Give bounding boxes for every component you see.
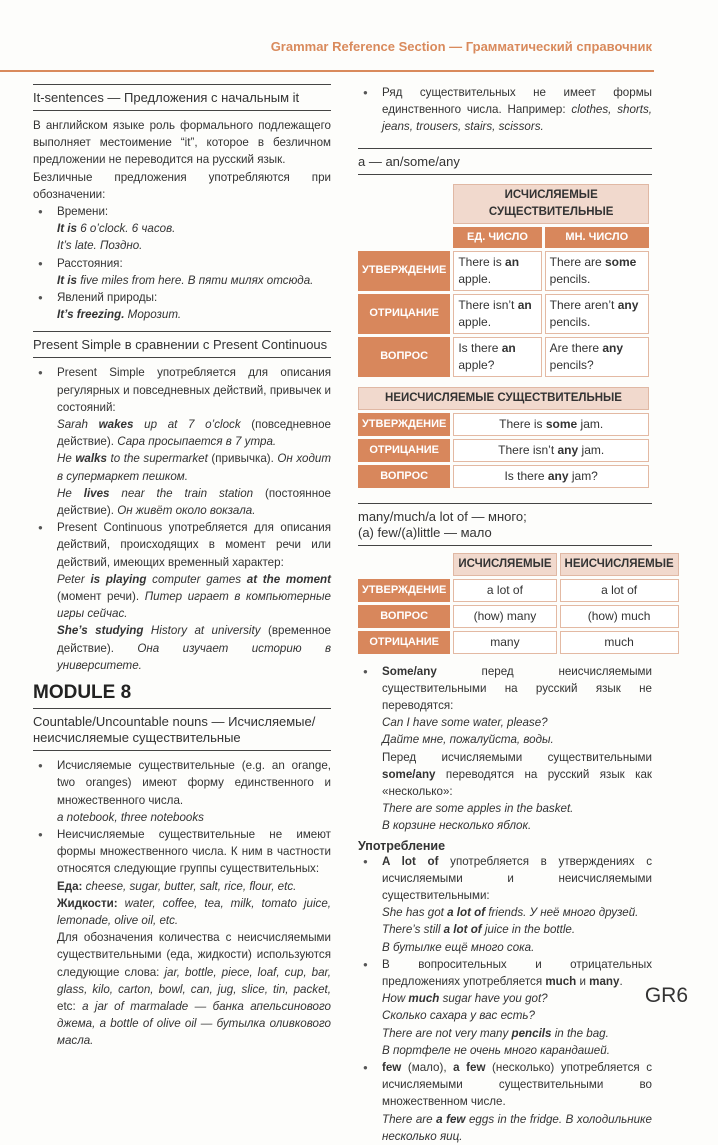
- text-run: some/any: [382, 767, 436, 781]
- text-run: Исчисляемые существительные (e.g. an orange, two oranges) имеют форму единственного и множественного числа.: [57, 759, 331, 807]
- text-run: В бутылке ещё много сока.: [382, 940, 535, 954]
- table-row: [358, 631, 679, 654]
- usage-list: [358, 853, 652, 1145]
- text-run: Peter: [57, 572, 91, 586]
- text-run: a notebook, three notebooks: [57, 810, 204, 824]
- header-rule: [0, 70, 654, 72]
- text-run: Ряд существительных не имеет формы единственного числа. Например:: [382, 86, 652, 117]
- table-row: [358, 251, 649, 291]
- row-label: УТВЕРЖДЕНИЕ: [358, 579, 450, 602]
- countable-list: [33, 757, 331, 1049]
- countable-cell: many: [453, 631, 556, 654]
- row-label: ВОПРОС: [358, 337, 450, 377]
- list-line: [382, 1007, 652, 1024]
- text-run: sugar have you got?: [439, 992, 548, 1006]
- text-run: friends. У неё много друзей.: [485, 906, 639, 920]
- text-run: It is: [57, 273, 77, 287]
- list-line: [382, 714, 652, 731]
- list-line: [57, 878, 331, 895]
- text-run: Сколько сахара у вас есть?: [382, 1009, 535, 1023]
- list-line: [382, 1042, 652, 1059]
- divider: [33, 750, 331, 751]
- text-run: few: [382, 1061, 402, 1075]
- list-line: [57, 485, 331, 519]
- text-run: Are there: [549, 340, 603, 355]
- text-run: и: [576, 975, 590, 989]
- list-item: [358, 663, 652, 835]
- text-run: She has got: [382, 906, 448, 920]
- list-item: [33, 255, 331, 289]
- divider: [358, 174, 652, 175]
- list-line: [57, 826, 331, 878]
- text-run: Present Simple употребляется для описания регулярных и повседневных действий, привычек и состояний:: [57, 366, 331, 414]
- list-line: [382, 853, 652, 905]
- text-run: in the bag.: [551, 1026, 609, 1040]
- list-line: [382, 749, 652, 801]
- table-row: [358, 294, 649, 334]
- row-label: ОТРИЦАНИЕ: [358, 294, 450, 334]
- table-row: [358, 439, 649, 462]
- list-line: [57, 255, 331, 272]
- text-run: There’s still: [382, 923, 444, 937]
- text-run: walks: [75, 452, 107, 466]
- divider: [358, 545, 652, 546]
- text-run: apple?: [458, 357, 495, 372]
- heading-line: (a) few/(a)little — мало: [358, 524, 492, 540]
- row-label: ОТРИЦАНИЕ: [358, 439, 450, 462]
- text-run: any: [557, 442, 579, 457]
- left-column: [33, 84, 331, 1050]
- text-run: lives: [83, 486, 110, 500]
- countable-cell: a lot of: [453, 579, 556, 602]
- running-header: Grammar Reference Section — Грамматический справочник: [270, 39, 652, 54]
- page-number: GR6: [644, 984, 688, 1007]
- row-label: ВОПРОС: [358, 605, 450, 628]
- text-run: В портфеле не очень много карандашей.: [382, 1043, 610, 1057]
- plural-cell: [545, 251, 649, 291]
- usage-heading: Употребление: [358, 838, 446, 853]
- table-row: [358, 465, 649, 488]
- text-run: Она изучает историю в университете.: [57, 641, 331, 672]
- list-line: [382, 1025, 652, 1042]
- text-run: some: [545, 416, 578, 431]
- row-label: УТВЕРЖДЕНИЕ: [358, 413, 450, 436]
- text-run: pencils?: [549, 357, 594, 372]
- text-run: There is: [499, 416, 546, 431]
- uncountable-table: [355, 384, 652, 491]
- list-line: [57, 895, 331, 929]
- text-run: .: [619, 975, 623, 989]
- table-row: [358, 413, 649, 436]
- list-line: [57, 809, 331, 826]
- text-run: juice in the bottle.: [481, 923, 576, 937]
- plural-only-list: [358, 84, 652, 136]
- text-run: (привычка).: [207, 452, 278, 466]
- text-run: Для обозначения количества с неисчисляемыми существительными (еда, жидкости) используются следующие слова:: [57, 931, 331, 979]
- list-line: [382, 817, 652, 834]
- list-line: [382, 731, 652, 748]
- divider: [33, 110, 331, 111]
- value-cell: [453, 439, 649, 462]
- text-run: It is: [57, 222, 77, 236]
- list-line: [382, 84, 652, 136]
- list-line: [57, 416, 331, 450]
- text-run: There are not very many: [382, 1026, 512, 1040]
- text-run: at the moment: [246, 572, 331, 586]
- text-run: It’s freezing.: [57, 308, 125, 322]
- section-heading-countable: Countable/Uncountable nouns — Исчисляемые/ неисчисляемые существительные: [33, 714, 316, 746]
- text-run: Жидкости:: [57, 896, 118, 910]
- column-header: ИСЧИСЛЯЕМЫЕ: [453, 553, 556, 576]
- list-line: [382, 956, 652, 990]
- text-run: etc:: [57, 999, 83, 1013]
- text-run: apple.: [458, 314, 492, 329]
- text-run: a jar of marmalade — банка апельсинового джема, a bottle of olive oil — бутылка оливкового масла.: [57, 999, 331, 1048]
- text-run: any: [617, 297, 639, 312]
- list-item: [33, 757, 331, 826]
- text-run: Он живёт около вокзала.: [117, 504, 256, 518]
- list-line: [382, 939, 652, 956]
- list-line: [382, 800, 652, 817]
- text-run: There isn’t: [458, 297, 518, 312]
- uncountable-cell: much: [560, 631, 679, 654]
- text-run: There is: [458, 254, 506, 269]
- list-line: [57, 757, 331, 809]
- text-run: 6 o’clock. 6 часов.: [76, 222, 176, 236]
- section-heading-many-much: [358, 504, 652, 545]
- text-run: There are: [549, 254, 605, 269]
- value-cell: [453, 413, 649, 436]
- text-run: перед неисчисляемыми существительными на русский язык не переводятся:: [382, 664, 652, 713]
- text-run: How: [382, 992, 409, 1006]
- text-run: Явлений природы:: [57, 291, 158, 305]
- list-item: [358, 853, 652, 956]
- list-line: [57, 929, 331, 1049]
- text-run: a few: [453, 1061, 486, 1075]
- text-run: (повседневное действие).: [57, 418, 331, 449]
- text-run: a lot of: [447, 906, 486, 920]
- list-line: [382, 921, 652, 938]
- countable-cell: (how) many: [453, 605, 556, 628]
- text-run: five miles from here. В пяти милях отсюда.: [76, 273, 314, 287]
- list-item: [33, 364, 331, 519]
- quantifier-table: [355, 550, 682, 657]
- text-run: Времени:: [57, 205, 109, 219]
- value-cell: [453, 465, 649, 488]
- list-item: [358, 1059, 652, 1145]
- heading-line: many/much/a lot of — много;: [358, 508, 527, 524]
- text-run: apple.: [458, 271, 492, 286]
- row-label: ВОПРОС: [358, 465, 450, 488]
- text-run: computer games: [146, 572, 247, 586]
- table-row: [358, 605, 679, 628]
- column-header: НЕИСЧИСЛЯЕМЫЕ: [560, 553, 679, 576]
- column-header: ЕД. ЧИСЛО: [453, 227, 541, 248]
- uncountable-cell: a lot of: [560, 579, 679, 602]
- plural-cell: [545, 337, 649, 377]
- list-line: [57, 289, 331, 306]
- text-run: переводятся на русский язык как «несколько»:: [382, 767, 652, 799]
- text-run: (несколько) употребляется с исчисляемыми существительными во множественном числе.: [382, 1061, 653, 1109]
- text-run: (постоянное действие).: [57, 486, 332, 518]
- table-title: НЕИСЧИСЛЯЕМЫЕ СУЩЕСТВИТЕЛЬНЫЕ: [358, 387, 649, 410]
- divider: [33, 357, 331, 358]
- text-run: up at 7 o’clock: [133, 418, 241, 432]
- text-run: употребляется в утверждениях с исчисляемыми и неисчисляемыми существительными:: [382, 854, 652, 903]
- list-line: [57, 450, 331, 484]
- list-line: [57, 220, 331, 237]
- text-run: (момент речи).: [57, 590, 145, 604]
- table-row: [358, 579, 679, 602]
- column-header: МН. ЧИСЛО: [545, 227, 649, 248]
- singular-cell: [453, 294, 541, 334]
- paragraph: [33, 169, 331, 203]
- text-run: Безличные предложения употребляются при обозначении:: [33, 170, 331, 201]
- list-line: [382, 904, 652, 921]
- text-run: clothes, shorts, jeans, trousers, stairs, scissors.: [382, 103, 652, 134]
- text-run: Present Continuous употребляется для описания действий, происходящих в момент речи или действий, имеющих временный характер:: [57, 521, 331, 569]
- text-run: There aren’t: [549, 297, 618, 312]
- text-run: Сара просыпается в 7 утра.: [117, 435, 277, 449]
- text-run: There are: [382, 1112, 437, 1126]
- text-run: History at university: [143, 624, 261, 638]
- text-run: Неисчисляемые существительные не имеют формы множественного числа. К ним в частности относятся следующие группы существительных:: [57, 827, 331, 876]
- list-item: [33, 519, 331, 674]
- text-run: Питер играет в компьютерные игры сейчас.: [57, 590, 331, 621]
- list-item: [33, 826, 331, 1050]
- list-item: [358, 84, 652, 136]
- list-line: [57, 519, 331, 571]
- text-run: Он ходит в супермаркет пешком.: [57, 452, 331, 483]
- text-run: Is there: [504, 468, 548, 483]
- text-run: Sarah: [57, 418, 99, 432]
- list-line: [57, 306, 331, 323]
- present-list: [33, 364, 331, 674]
- text-run: water, coffee, tea, milk, tomato juice, lemonade, olive oil, etc.: [57, 896, 331, 927]
- section-heading-a-an-some-any: a — an/some/any: [358, 153, 460, 169]
- text-run: a lot of: [443, 923, 482, 937]
- list-line: [382, 1111, 652, 1145]
- text-run: cheese, sugar, butter, salt, rice, flour, etc.: [82, 879, 297, 893]
- text-run: Морозит.: [124, 308, 182, 322]
- text-run: There isn’t: [498, 442, 558, 457]
- text-run: eggs in the fridge. В холодильнике несколько яиц.: [382, 1112, 652, 1143]
- text-run: Can I have some water, please?: [382, 716, 548, 730]
- text-run: It’s late. Поздно.: [57, 239, 143, 253]
- text-run: pencils.: [549, 314, 591, 329]
- text-run: He: [57, 486, 84, 500]
- text-run: (временное действие).: [57, 624, 332, 655]
- it-list: [33, 203, 331, 323]
- singular-cell: [453, 251, 541, 291]
- list-item: [33, 289, 331, 323]
- some-any-list: [358, 663, 652, 835]
- text-run: pencils: [511, 1026, 552, 1040]
- list-line: [57, 622, 331, 674]
- text-run: (мало),: [401, 1061, 454, 1075]
- text-run: He: [57, 452, 76, 466]
- text-run: much: [545, 975, 577, 989]
- text-run: В корзине несколько яблок.: [382, 819, 532, 833]
- list-line: [57, 571, 331, 623]
- text-run: some: [605, 254, 637, 269]
- text-run: Перед исчисляемыми существительными: [382, 750, 652, 764]
- text-run: much: [408, 992, 440, 1006]
- countable-table: [355, 181, 652, 380]
- text-run: She’s studying: [57, 624, 144, 638]
- text-run: an: [501, 340, 516, 355]
- list-line: [57, 203, 331, 220]
- list-line: [57, 364, 331, 416]
- text-run: jam.: [577, 416, 604, 431]
- text-run: jam?: [568, 468, 598, 483]
- table-row: [358, 337, 649, 377]
- row-label: УТВЕРЖДЕНИЕ: [358, 251, 450, 291]
- list-item: [33, 203, 331, 255]
- section-heading-present-simple: Present Simple в сравнении с Present Continuous: [33, 337, 328, 353]
- section-heading-it-sentences: It-sentences — Предложения с начальным it: [33, 90, 300, 105]
- singular-cell: [453, 337, 541, 377]
- text-run: Дайте мне, пожалуйста, воды.: [382, 733, 554, 747]
- text-run: Some/any: [382, 664, 437, 678]
- text-run: near the train station: [109, 486, 254, 500]
- text-run: an: [505, 254, 520, 269]
- text-run: There are some apples in the basket.: [382, 802, 574, 816]
- list-line: [382, 1059, 652, 1111]
- text-run: a few: [436, 1112, 466, 1126]
- text-run: Еда:: [57, 879, 83, 893]
- list-line: [382, 990, 652, 1007]
- text-run: jar, bottle, piece, loaf, cup, bar, glass, kilo, carton, bowl, can, jug, slice, tin, packet,: [57, 965, 331, 996]
- list-line: [57, 237, 331, 254]
- text-run: to the supermarket: [106, 452, 208, 466]
- text-run: an: [517, 297, 532, 312]
- text-run: Расстояния:: [57, 256, 123, 270]
- list-line: [57, 272, 331, 289]
- text-run: В английском языке роль формального подлежащего выполняет местоимение “it”, которое в безличном предложении не переводится на русский язык.: [33, 119, 331, 167]
- text-run: any: [602, 340, 624, 355]
- plural-cell: [545, 294, 649, 334]
- text-run: В вопросительных и отрицательных предложениях употребляется: [382, 957, 652, 989]
- uncountable-cell: (how) much: [560, 605, 679, 628]
- list-item: [358, 956, 652, 1059]
- table-title: ИСЧИСЛЯЕМЫЕ СУЩЕСТВИТЕЛЬНЫЕ: [453, 184, 649, 224]
- text-run: is playing: [90, 572, 147, 586]
- text-run: jam.: [578, 442, 605, 457]
- text-run: Is there: [458, 340, 502, 355]
- text-run: wakes: [98, 418, 134, 432]
- list-line: [382, 663, 652, 715]
- text-run: pencils.: [549, 271, 591, 286]
- text-run: A lot of: [382, 854, 439, 868]
- text-run: many: [589, 975, 620, 989]
- row-label: ОТРИЦАНИЕ: [358, 631, 450, 654]
- text-run: any: [547, 468, 569, 483]
- paragraph: [33, 117, 331, 169]
- module-title: MODULE 8: [33, 682, 132, 704]
